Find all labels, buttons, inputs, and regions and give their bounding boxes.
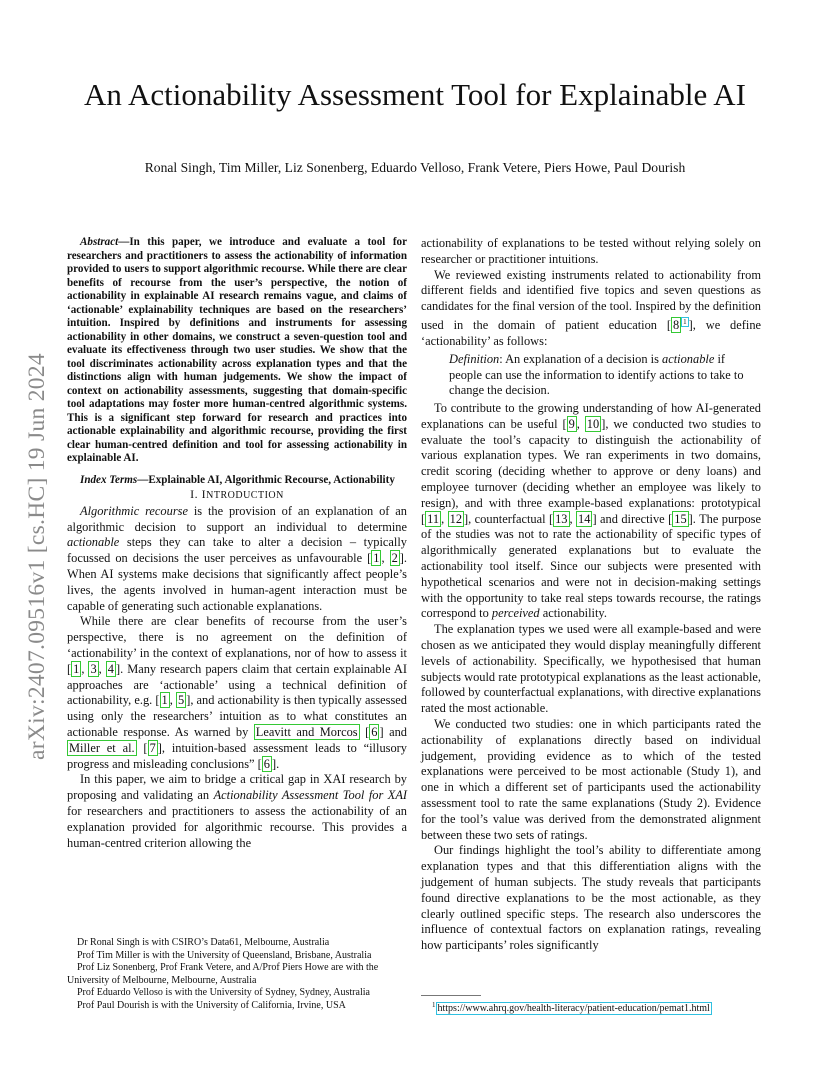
citation-link[interactable]: 2 [391,551,398,566]
body-paragraph: We conducted two studies: one in which participants rated the actionability of explanations directly based on individual judgement, providing evidence as to which of the tested explanations were perceived to be most actionable (Study 1), and one in which a different set of participants used the actionability assessment tool to rate the same explanations (Study 2). Evidence for the tool’s value was derived from the demonstrated alignment between these two sets of ratings. [421,717,761,842]
citation-link[interactable]: 9 [568,416,575,431]
intro-paragraph-3: In this paper, we aim to bridge a critical gap in XAI research by proposing and validating an Actionability Assessment Tool for XAI for researchers and practitioners to assess the actionability of an explanation provided for algorithmic recourse. This provides a human-centred criterion allowing the [67,772,408,850]
affiliation-line: Prof Liz Sonenberg, Prof Frank Vetere, and A/Prof Piers Howe are with the University of Melbourne, Melbourne, Australia [67,962,379,986]
citation-link[interactable]: 11 [427,511,440,526]
author-affiliations [67,937,407,1012]
author-list: Ronal Singh, Tim Miller, Liz Sonenberg, Eduardo Velloso, Frank Vetere, Piers Howe, Paul Dourish [144,160,686,175]
citation-link[interactable]: 4 [107,661,114,676]
body-paragraph: To contribute to the growing understanding of how AI-generated explanations can be useful [ 9 , 10 ], we conducted two studies to evaluate the tool’s capacity to distinguish the actionability of various explanation types. We ran experiments in two domains, credit scoring (deciding whether to approve or deny loans) and employee turnover (deciding whether an employee was likely to resign), and with three example-based explanations: prototypical [ 11 , 12 ], counterfactual [ 13 , 14 ] and directive [ 15 ]. The purpose of the studies was not to rate the actionability of specific types of algorithmically generated explanations but to evaluate the actionability tool itself. Since our subjects were presented with hypothetical scenarios and were not in decision-making settings with the opportunity to take real steps towards recourse, the ratings correspond to perceived actionability. [421,401,762,621]
citation-link[interactable]: 12 [449,511,463,526]
affiliation-line: Prof Eduardo Velloso is with the University of Sydney, Sydney, Australia [77,987,370,998]
citation-link[interactable]: 1 [373,551,380,566]
citation-link-miller[interactable]: Miller et al. [69,740,135,755]
citation-link[interactable]: 1 [73,661,80,676]
body-paragraph: actionability of explanations to be tested without relying solely on researcher or practitioner intuitions. [421,236,761,266]
affiliation-line: Dr Ronal Singh is with CSIRO’s Data61, Melbourne, Australia [77,937,330,948]
citation-link[interactable]: 10 [586,416,600,431]
citation-link[interactable]: 6 [263,756,270,771]
footnote-rule [421,995,481,996]
citation-link[interactable]: 3 [90,661,97,676]
citation-link-leavitt-morcos[interactable]: Leavitt and Morcos [255,724,358,739]
intro-paragraph-1: Algorithmic recourse is the provision of an explanation of an algorithmic decision to support an individual to determine actionable steps they can take to alter a decision – typically focussed on decisions the user perceives as unfavourable [ 1 , 2 ]. When AI systems make decisions that significantly affect people’s lives, the agents involved in human-agent interaction must be capable of generating such actionable explanations. [67,503,408,613]
intro-paragraph-2: While there are clear benefits of recourse from the user’s perspective, there is no agreement on the definition of ‘actionability’ in the context of explanations, nor of how to assess it [ 1 , 3 , 4 ]. Many research papers claim that certain explainable AI approaches are ‘actionable’ using a technical definition of actionability, e.g. [ 1 , 5 ], and actionability is then typically assessed using only the researchers’ intuition as to what constitutes an actionable response. As warned by Leavitt and Morcos [ 6 ] and Miller et al. [ 7 ], intuition-based assessment leads to “illusory progress and misleading conclusions” [ 6 ]. [67,614,408,771]
body-paragraph: Our findings highlight the tool’s ability to differentiate among explanation types and that this differentiation aligns with the judgement of human subjects. The study reveals that participants found directive explanations to be the most actionable, as they clearly outlined specific steps. The research also underscores the influence of contextual factors on explanation ratings, revealing how participants’ roles significantly [421,843,761,953]
right-column [421,236,761,954]
abstract-text: —In this paper, we introduce and evaluate a tool for researchers and practitioners to assess the actionability of information provided to users to support algorithmic recourse. While there are clear benefits of recourse from the user’s perspective, the notion of actionability in explainable AI research remains vague, and claims of ‘actionable’ explainability techniques are based on the researchers’ intuition. Inspired by definitions and instruments for assessing actionability in other domains, we construct a seven-question tool and evaluate its effectiveness through two user studies. We show that the tool discriminates actionability across explanation types and that the distinctions align with human judgements. We show the impact of context on actionability assessments, suggesting that domain-specific tool adaptations may foster more human-centred algorithmic systems. This is a significant step forward for research and practices into actionable explainability and algorithmic recourse, providing the first clear human-centred definition and tool for assessing actionability in explainable AI. [67,236,407,464]
abstract [67,236,407,466]
footnote [432,999,762,1016]
citation-link[interactable]: 7 [149,740,156,755]
citation-link[interactable]: 6 [371,724,378,739]
left-column [67,236,407,851]
affiliation-line: Prof Paul Dourish is with the University of California, Irvine, USA [77,999,346,1011]
citation-link[interactable]: 5 [177,693,185,708]
citation-link[interactable]: 8 [672,318,680,333]
body-paragraph: We reviewed existing instruments related to actionability from different fields and identified five topics and seven questions as candidates for the final version of the tool. Inspired by the definition used in the domain of patient education [ 8 $^1$ ], we define ‘actionability’ as follows: [421,267,762,348]
section-heading-introduction: I. INTRODUCTION [190,487,284,501]
index-terms-text: —Explainable AI, Algorithmic Recourse, Actionability [137,473,395,486]
footnote-link[interactable]: 1 [683,317,687,326]
body-paragraph: The explanation types we used were all example-based and were chosen as we anticipated they would display meaningfully different levels of actionability. Specifically, we hypothesised that human subjects would rate prototypical explanations as the least actionable, followed by counterfactual explanations, with directive explanations rated the most actionable. [421,622,761,716]
index-terms [67,474,407,488]
citation-link[interactable]: 15 [674,511,687,526]
affiliation-line: Prof Tim Miller is with the University of Queensland, Brisbane, Australia [77,949,372,961]
citation-link[interactable]: 13 [555,511,568,526]
footnote-url-link[interactable]: https://www.ahrq.gov/health-literacy/patient-education/pemat1.html [437,1003,710,1015]
abstract-label: Abstract [80,236,119,248]
footnote-mark: 1 [432,1001,436,1009]
paper-title: An Actionability Assessment Tool for Explainable AI [84,77,746,112]
citation-link[interactable]: 14 [578,511,591,526]
definition-block: Definition: An explanation of a decision is actionable if people can use the information to identify actions to take to change the decision. [449,351,744,398]
index-terms-label: Index Terms [80,473,138,486]
arxiv-side-identifier: arXiv:2407.09516v1 [cs.HC] 19 Jun 2024 [24,353,50,760]
citation-link[interactable]: 1 [161,693,168,708]
